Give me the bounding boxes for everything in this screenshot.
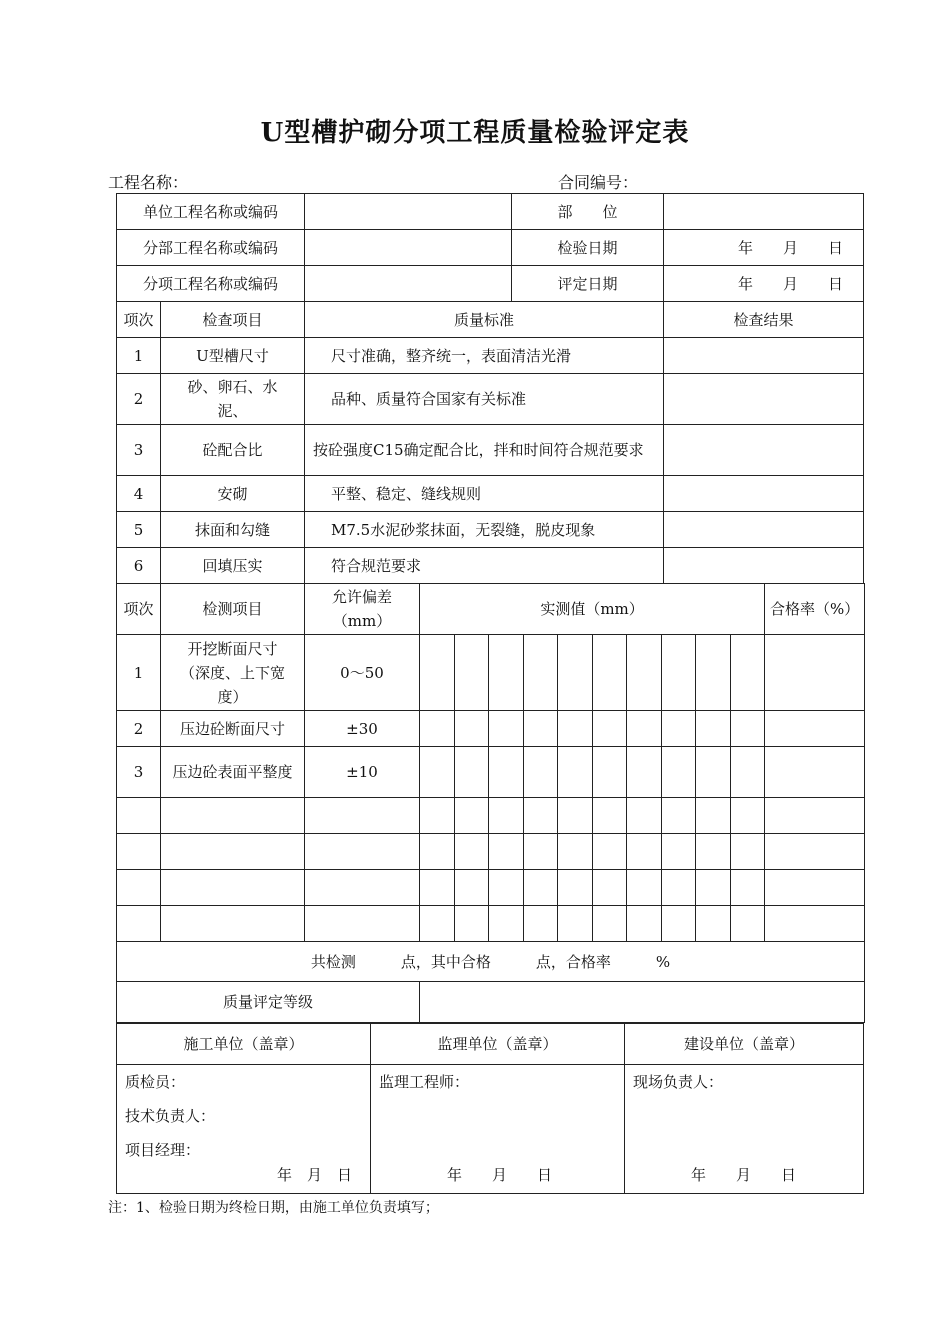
measure-cell[interactable] bbox=[730, 870, 765, 906]
grade-label: 质量评定等级 bbox=[117, 982, 420, 1023]
measure-cell[interactable] bbox=[627, 711, 662, 747]
measure-cell[interactable] bbox=[523, 798, 558, 834]
measure-item[interactable] bbox=[161, 834, 305, 870]
measure-table bbox=[116, 583, 865, 1023]
measure-cell[interactable] bbox=[627, 635, 662, 711]
measure-cell[interactable] bbox=[730, 834, 765, 870]
check-result-field[interactable] bbox=[664, 338, 864, 374]
position-label: 部 位 bbox=[512, 194, 664, 230]
measure-item: 压边砼断面尺寸 bbox=[161, 711, 305, 747]
check-row bbox=[117, 338, 864, 374]
measure-cell[interactable] bbox=[558, 747, 593, 798]
measure-no[interactable] bbox=[117, 906, 161, 942]
measure-cell[interactable] bbox=[696, 906, 731, 942]
check-item: 砼配合比 bbox=[161, 425, 305, 476]
check-standard: 符合规范要求 bbox=[305, 548, 664, 584]
measure-cell[interactable] bbox=[489, 635, 524, 711]
measure-cell[interactable] bbox=[489, 906, 524, 942]
check-standard: 平整、稳定、缝线规则 bbox=[305, 476, 664, 512]
supervision-unit-sign-area[interactable] bbox=[371, 1065, 625, 1194]
supervision-unit-title: 监理单位（盖章） bbox=[371, 1024, 625, 1065]
project-manager-label: 项目经理： bbox=[125, 1141, 201, 1159]
measure-row bbox=[117, 747, 865, 798]
check-no: 4 bbox=[117, 476, 161, 512]
check-item-header: 检查项目 bbox=[161, 302, 305, 338]
measure-cell[interactable] bbox=[420, 798, 455, 834]
measure-cell[interactable] bbox=[454, 870, 489, 906]
measure-cell[interactable] bbox=[696, 798, 731, 834]
pass-rate-cell[interactable] bbox=[765, 870, 865, 906]
measure-cell[interactable] bbox=[523, 870, 558, 906]
measure-cell[interactable] bbox=[696, 747, 731, 798]
inspection-date-field[interactable]: 年 月 日 bbox=[664, 230, 864, 266]
measure-cell[interactable] bbox=[730, 747, 765, 798]
measure-no-header: 项次 bbox=[117, 584, 161, 635]
measure-cell[interactable] bbox=[558, 798, 593, 834]
measure-item[interactable] bbox=[161, 870, 305, 906]
measure-cell[interactable] bbox=[523, 834, 558, 870]
header-row bbox=[117, 230, 864, 266]
measure-cell[interactable] bbox=[592, 711, 627, 747]
measure-cell[interactable] bbox=[661, 906, 696, 942]
subitem-project-label: 分项工程名称或编码 bbox=[117, 266, 305, 302]
check-item: 砂、卵石、水泥、 bbox=[161, 374, 305, 425]
measured-value-header: 实测值（mm） bbox=[420, 584, 765, 635]
measure-row-empty bbox=[117, 834, 865, 870]
check-item: 回填压实 bbox=[161, 548, 305, 584]
measure-cell[interactable] bbox=[558, 906, 593, 942]
measure-cell[interactable] bbox=[558, 834, 593, 870]
measure-cell[interactable] bbox=[627, 798, 662, 834]
measure-cell[interactable] bbox=[523, 711, 558, 747]
measure-item: 压边砼表面平整度 bbox=[161, 747, 305, 798]
check-result-field[interactable] bbox=[664, 548, 864, 584]
signature-body-row bbox=[117, 1065, 864, 1194]
measure-cell[interactable] bbox=[696, 711, 731, 747]
measure-cell[interactable] bbox=[592, 834, 627, 870]
grade-field[interactable] bbox=[420, 982, 865, 1023]
check-result-field[interactable] bbox=[664, 476, 864, 512]
check-result-field[interactable] bbox=[664, 374, 864, 425]
check-no: 2 bbox=[117, 374, 161, 425]
measure-cell[interactable] bbox=[592, 798, 627, 834]
measure-item: 开挖断面尺寸（深度、上下宽度） bbox=[161, 635, 305, 711]
tolerance-value: 0～50 bbox=[305, 635, 420, 711]
measure-cell[interactable] bbox=[592, 747, 627, 798]
measure-cell[interactable] bbox=[420, 834, 455, 870]
measure-cell[interactable] bbox=[489, 747, 524, 798]
measure-row bbox=[117, 635, 865, 711]
measure-cell[interactable] bbox=[627, 834, 662, 870]
quality-inspector-label: 质检员： bbox=[125, 1073, 186, 1091]
unit-project-field[interactable] bbox=[305, 194, 512, 230]
measure-cell[interactable] bbox=[420, 906, 455, 942]
measure-cell[interactable] bbox=[696, 834, 731, 870]
owner-sign-date: 年 月 日 bbox=[691, 1166, 797, 1184]
measure-no: 2 bbox=[117, 711, 161, 747]
pass-rate-cell[interactable] bbox=[765, 798, 865, 834]
pass-rate-cell[interactable] bbox=[765, 906, 865, 942]
measure-cell[interactable] bbox=[454, 635, 489, 711]
check-standard: 尺寸准确，整齐统一，表面清洁光滑 bbox=[305, 338, 664, 374]
contract-no-label: 合同编号： bbox=[558, 173, 639, 192]
summary-text: 共检测 点，其中合格 点，合格率 % bbox=[117, 942, 865, 982]
inspection-date-label: 检验日期 bbox=[512, 230, 664, 266]
measure-cell[interactable] bbox=[420, 747, 455, 798]
check-row bbox=[117, 425, 864, 476]
check-result-field[interactable] bbox=[664, 512, 864, 548]
measure-cell[interactable] bbox=[730, 635, 765, 711]
measure-cell[interactable] bbox=[523, 747, 558, 798]
construction-unit-title: 施工单位（盖章） bbox=[117, 1024, 371, 1065]
measure-cell[interactable] bbox=[730, 906, 765, 942]
pass-rate-cell[interactable] bbox=[765, 711, 865, 747]
measure-item-header: 检测项目 bbox=[161, 584, 305, 635]
check-row bbox=[117, 476, 864, 512]
measure-cell[interactable] bbox=[420, 635, 455, 711]
measure-header-row bbox=[117, 584, 865, 635]
grade-row bbox=[117, 982, 865, 1023]
supervision-sign-date: 年 月 日 bbox=[447, 1166, 553, 1184]
unit-project-label: 单位工程名称或编码 bbox=[117, 194, 305, 230]
measure-cell[interactable] bbox=[489, 834, 524, 870]
measure-cell[interactable] bbox=[661, 798, 696, 834]
site-manager-label: 现场负责人： bbox=[633, 1073, 724, 1091]
measure-cell[interactable] bbox=[627, 906, 662, 942]
check-no: 3 bbox=[117, 425, 161, 476]
measure-cell[interactable] bbox=[420, 870, 455, 906]
measure-cell[interactable] bbox=[454, 798, 489, 834]
construction-unit-sign-area[interactable] bbox=[117, 1065, 371, 1194]
check-no: 1 bbox=[117, 338, 161, 374]
technical-lead-label: 技术负责人： bbox=[125, 1107, 216, 1125]
evaluation-date-field[interactable]: 年 月 日 bbox=[664, 266, 864, 302]
measure-cell[interactable] bbox=[558, 635, 593, 711]
header-table bbox=[116, 193, 864, 584]
measure-cell[interactable] bbox=[696, 635, 731, 711]
project-name-label: 工程名称： bbox=[108, 173, 189, 192]
position-field[interactable] bbox=[664, 194, 864, 230]
owner-unit-sign-area[interactable] bbox=[625, 1065, 864, 1194]
evaluation-date-label: 评定日期 bbox=[512, 266, 664, 302]
measure-cell[interactable] bbox=[489, 798, 524, 834]
measure-cell[interactable] bbox=[454, 711, 489, 747]
pass-rate-cell[interactable] bbox=[765, 747, 865, 798]
supervision-engineer-label: 监理工程师： bbox=[379, 1073, 470, 1091]
measure-cell[interactable] bbox=[454, 834, 489, 870]
measure-cell[interactable] bbox=[420, 711, 455, 747]
measure-cell[interactable] bbox=[558, 711, 593, 747]
check-row bbox=[117, 374, 864, 425]
tolerance-value[interactable] bbox=[305, 906, 420, 942]
measure-cell[interactable] bbox=[558, 870, 593, 906]
tolerance-header: 允许偏差（mm） bbox=[305, 584, 420, 635]
check-no-header: 项次 bbox=[117, 302, 161, 338]
check-standard: 品种、质量符合国家有关标准 bbox=[305, 374, 664, 425]
tolerance-value: ±30 bbox=[305, 711, 420, 747]
check-row bbox=[117, 548, 864, 584]
check-standard-header: 质量标准 bbox=[305, 302, 664, 338]
summary-row bbox=[117, 942, 865, 982]
pass-rate-cell[interactable] bbox=[765, 635, 865, 711]
tolerance-value[interactable] bbox=[305, 834, 420, 870]
measure-row-empty bbox=[117, 870, 865, 906]
owner-unit-title: 建设单位（盖章） bbox=[625, 1024, 864, 1065]
check-standard: 按砼强度C15确定配合比，拌和时间符合规范要求 bbox=[305, 425, 664, 476]
check-no: 6 bbox=[117, 548, 161, 584]
check-result-header: 检查结果 bbox=[664, 302, 864, 338]
check-standard: M7.5水泥砂浆抹面，无裂缝，脱皮现象 bbox=[305, 512, 664, 548]
division-project-label: 分部工程名称或编码 bbox=[117, 230, 305, 266]
page-title: U型槽护砌分项工程质量检验评定表 bbox=[260, 118, 690, 148]
measure-cell[interactable] bbox=[523, 635, 558, 711]
measure-item[interactable] bbox=[161, 906, 305, 942]
measure-no[interactable] bbox=[117, 798, 161, 834]
check-result-field[interactable] bbox=[664, 425, 864, 476]
measure-cell[interactable] bbox=[489, 711, 524, 747]
check-item: 抹面和勾缝 bbox=[161, 512, 305, 548]
tolerance-value[interactable] bbox=[305, 870, 420, 906]
header-row bbox=[117, 266, 864, 302]
measure-cell[interactable] bbox=[730, 798, 765, 834]
measure-cell[interactable] bbox=[696, 870, 731, 906]
measure-cell[interactable] bbox=[454, 906, 489, 942]
tolerance-value[interactable] bbox=[305, 798, 420, 834]
measure-no[interactable] bbox=[117, 870, 161, 906]
measure-row bbox=[117, 711, 865, 747]
measure-cell[interactable] bbox=[661, 870, 696, 906]
check-item: U型槽尺寸 bbox=[161, 338, 305, 374]
measure-cell[interactable] bbox=[730, 711, 765, 747]
signature-table bbox=[116, 1023, 864, 1194]
measure-no[interactable] bbox=[117, 834, 161, 870]
measure-cell[interactable] bbox=[661, 711, 696, 747]
check-row bbox=[117, 512, 864, 548]
measure-cell[interactable] bbox=[627, 747, 662, 798]
measure-row-empty bbox=[117, 906, 865, 942]
subitem-project-field[interactable] bbox=[305, 266, 512, 302]
measure-row-empty bbox=[117, 798, 865, 834]
check-no: 5 bbox=[117, 512, 161, 548]
measure-cell[interactable] bbox=[592, 906, 627, 942]
header-row bbox=[117, 194, 864, 230]
measure-cell[interactable] bbox=[489, 870, 524, 906]
measure-cell[interactable] bbox=[627, 870, 662, 906]
measure-no: 1 bbox=[117, 635, 161, 711]
tolerance-value: ±10 bbox=[305, 747, 420, 798]
measure-cell[interactable] bbox=[661, 747, 696, 798]
measure-cell[interactable] bbox=[592, 870, 627, 906]
signature-header-row bbox=[117, 1024, 864, 1065]
pass-rate-cell[interactable] bbox=[765, 834, 865, 870]
check-header-row bbox=[117, 302, 864, 338]
division-project-field[interactable] bbox=[305, 230, 512, 266]
check-item: 安砌 bbox=[161, 476, 305, 512]
pass-rate-header: 合格率（%） bbox=[765, 584, 865, 635]
measure-cell[interactable] bbox=[661, 635, 696, 711]
measure-item[interactable] bbox=[161, 798, 305, 834]
footnote: 注：1、检验日期为终检日期，由施工单位负责填写； bbox=[108, 1200, 439, 1216]
measure-cell[interactable] bbox=[592, 635, 627, 711]
measure-cell[interactable] bbox=[661, 834, 696, 870]
measure-cell[interactable] bbox=[454, 747, 489, 798]
construction-sign-date: 年 月 日 bbox=[277, 1166, 353, 1184]
measure-cell[interactable] bbox=[523, 906, 558, 942]
measure-no: 3 bbox=[117, 747, 161, 798]
